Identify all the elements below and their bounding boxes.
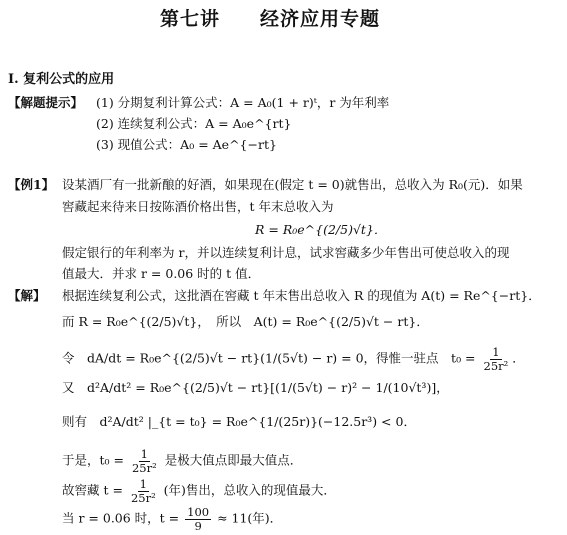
hint-label: 【解题提示】 [8,95,84,110]
lecture-number: 第七讲 [160,8,221,30]
solution-line-1: 根据连续复利公式，这批酒在窖藏 t 年末售出总收入 R 的现值为 A(t) = Re^{−rt}． [62,288,541,303]
derivative-equation: 令 dA/dt = R₀e^{(2/5)√t − rt}(1/(5√t) − r) = 0，得惟一驻点 t₀ = [62,350,476,366]
fraction-denominator: 9 [194,518,202,533]
max-point-suffix: 是极大值点即最大值点． [164,452,303,468]
fraction-numerator: 1 [492,345,500,359]
example-line-4: 值最大．并求 r = 0.06 时的 t 值． [62,266,261,281]
solution-line-5: 则有 d²A/dt² |_{t = t₀} = R₀e^{1/(25r)}(−12.5r³) < 0． [62,414,416,429]
fraction-denominator: 25r² [483,358,509,373]
solution-line-8 [62,506,282,532]
final-fraction [185,506,211,532]
solution-line-7 [62,478,336,504]
solution-line-3: 令 dA/dt = R₀e^{(2/5)√t − rt}(1/(5√t) − r) = 0，得惟一驻点 t₀ = $\frac{1}{\text{25r²}}$ ． [62,345,525,373]
example-formula: R = R₀e^{(2/5)√t}． [255,222,387,237]
final-suffix: ≈ 11(年)． [217,510,283,526]
max-point-prefix: 于是，t₀ = [62,452,124,468]
example-line-2: 窖藏起来待来日按陈酒价格出售，t 年末总收入为 [62,199,334,214]
fraction-numerator: 1 [140,447,148,461]
lecture-topic: 经济应用专题 [260,8,381,30]
fraction-numerator: 1 [139,477,147,491]
fraction-denominator: 25r² [131,460,157,475]
storage-suffix: (年)售出，总收入的现值最大． [163,482,336,498]
final-prefix: 当 r = 0.06 时，t = [62,510,180,526]
storage-fraction [129,478,158,504]
hint-item-3: (3) 现值公式：A₀ = Ae^{−rt} [96,137,277,152]
hint-item-1: (1) 分期复利计算公式：A = A₀(1 + r)ᵗ，r 为年利率 [96,95,390,110]
max-point-fraction [130,448,159,474]
example-label: 【例1】 [8,177,55,192]
solution-label: 【解】 [8,288,46,303]
fraction-numerator: 100 [187,505,210,519]
example-line-3: 假定银行的年利率为 r，并以连续复利计息，试求窖藏多少年售出可使总收入的现 [62,245,510,260]
section-heading: Ⅰ. 复利公式的应用 [8,72,115,87]
hint-item-2: (2) 连续复利公式：A = A₀e^{rt} [96,116,292,131]
fraction-denominator: 25r² [130,490,156,505]
solution-line-6 [62,448,302,474]
example-line-1: 设某酒厂有一批新酿的好酒，如果现在(假定 t = 0)就售出，总收入为 R₀(元)．如果 [62,177,523,192]
stationary-point-fraction [482,346,511,372]
page-title [160,8,380,31]
solution-line-2: 而 R = R₀e^{(2/5)√t}， 所以 A(t) = R₀e^{(2/5)√t − rt}． [62,314,429,329]
storage-prefix: 故窖藏 t = [62,482,123,498]
solution-line-4: 又 d²A/dt² = R₀e^{(2/5)√t − rt}[(1/(5√t) − r)² − 1/(10√t³)]， [62,380,449,395]
